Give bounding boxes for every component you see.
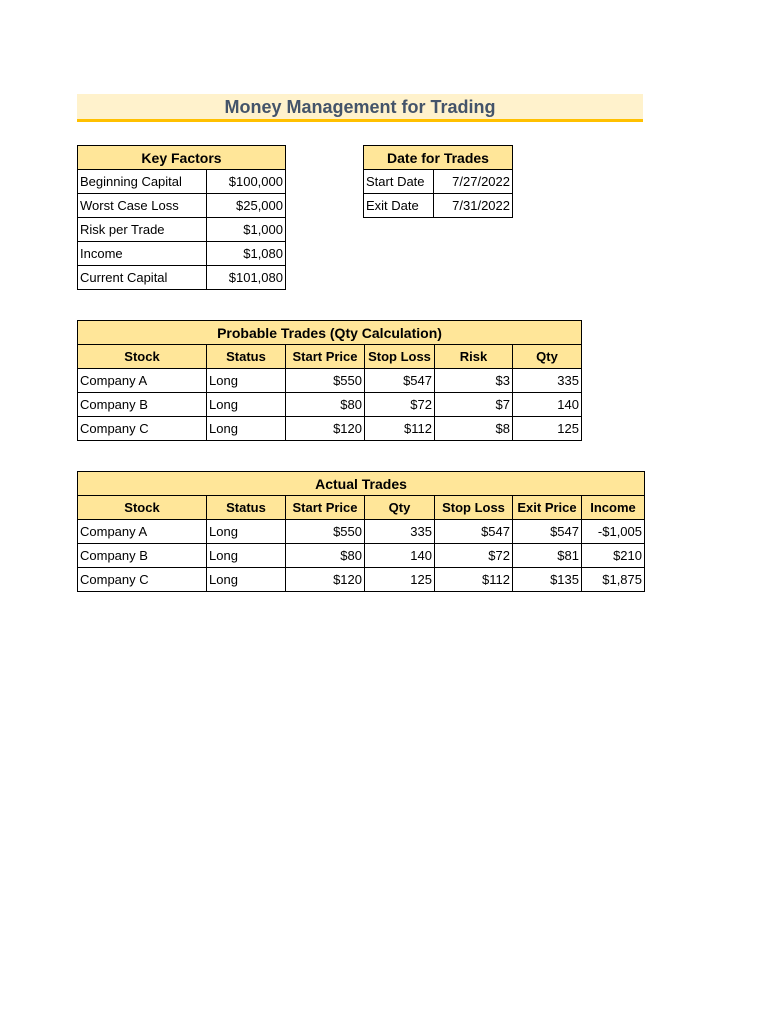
- income-cell[interactable]: $210: [582, 544, 645, 568]
- column-header-row: [78, 345, 582, 369]
- stop-loss-cell[interactable]: $547: [435, 520, 513, 544]
- status-cell[interactable]: Long: [207, 417, 286, 441]
- risk-cell[interactable]: $3: [435, 369, 513, 393]
- column-header[interactable]: Status: [207, 345, 286, 369]
- factor-value[interactable]: $1,000: [207, 218, 286, 242]
- income-cell[interactable]: -$1,005: [582, 520, 645, 544]
- stop-loss-cell[interactable]: $112: [435, 568, 513, 592]
- column-header[interactable]: Stock: [78, 345, 207, 369]
- factor-label[interactable]: Current Capital: [78, 266, 207, 290]
- stop-loss-cell[interactable]: $112: [365, 417, 435, 441]
- table-row: [78, 170, 286, 194]
- column-header[interactable]: Stop Loss: [435, 496, 513, 520]
- column-header[interactable]: Risk: [435, 345, 513, 369]
- table-row: [78, 417, 582, 441]
- qty-cell[interactable]: 125: [513, 417, 582, 441]
- stock-cell[interactable]: Company C: [78, 417, 207, 441]
- start-price-cell[interactable]: $80: [286, 393, 365, 417]
- column-header-row: [78, 496, 645, 520]
- table-row: [78, 242, 286, 266]
- risk-cell[interactable]: $7: [435, 393, 513, 417]
- income-cell[interactable]: $1,875: [582, 568, 645, 592]
- factor-label[interactable]: Worst Case Loss: [78, 194, 207, 218]
- exit-price-cell[interactable]: $81: [513, 544, 582, 568]
- start-price-cell[interactable]: $80: [286, 544, 365, 568]
- table-row: [78, 568, 645, 592]
- factor-value[interactable]: $1,080: [207, 242, 286, 266]
- column-header[interactable]: Stock: [78, 496, 207, 520]
- factor-value[interactable]: $25,000: [207, 194, 286, 218]
- factor-label[interactable]: Income: [78, 242, 207, 266]
- qty-cell[interactable]: 335: [513, 369, 582, 393]
- column-header[interactable]: Start Price: [286, 496, 365, 520]
- date-label[interactable]: Exit Date: [364, 194, 434, 218]
- page-title: Money Management for Trading: [224, 96, 496, 117]
- column-header[interactable]: Income: [582, 496, 645, 520]
- stop-loss-cell[interactable]: $72: [365, 393, 435, 417]
- stock-cell[interactable]: Company C: [78, 568, 207, 592]
- dates-table: [363, 145, 513, 218]
- date-value[interactable]: 7/31/2022: [434, 194, 513, 218]
- column-header[interactable]: Start Price: [286, 345, 365, 369]
- start-price-cell[interactable]: $550: [286, 520, 365, 544]
- date-value[interactable]: 7/27/2022: [434, 170, 513, 194]
- exit-price-cell[interactable]: $135: [513, 568, 582, 592]
- exit-price-cell[interactable]: $547: [513, 520, 582, 544]
- date-label[interactable]: Start Date: [364, 170, 434, 194]
- status-cell[interactable]: Long: [207, 568, 286, 592]
- qty-cell[interactable]: 125: [365, 568, 435, 592]
- status-cell[interactable]: Long: [207, 544, 286, 568]
- table-row: [78, 218, 286, 242]
- stop-loss-cell[interactable]: $547: [365, 369, 435, 393]
- risk-cell[interactable]: $8: [435, 417, 513, 441]
- status-cell[interactable]: Long: [207, 369, 286, 393]
- table-row: [78, 266, 286, 290]
- table-row: [364, 170, 513, 194]
- table-row: [78, 393, 582, 417]
- column-header[interactable]: Qty: [513, 345, 582, 369]
- stock-cell[interactable]: Company B: [78, 393, 207, 417]
- table-row: [78, 520, 645, 544]
- probable-trades-header: Probable Trades (Qty Calculation): [78, 321, 582, 345]
- actual-trades-table: [77, 471, 645, 592]
- probable-trades-table: [77, 320, 582, 441]
- table-row: [364, 194, 513, 218]
- status-cell[interactable]: Long: [207, 520, 286, 544]
- key-factors-table: [77, 145, 286, 290]
- table-row: [78, 369, 582, 393]
- qty-cell[interactable]: 140: [365, 544, 435, 568]
- qty-cell[interactable]: 140: [513, 393, 582, 417]
- table-row: [78, 194, 286, 218]
- column-header[interactable]: Exit Price: [513, 496, 582, 520]
- table-row: [78, 544, 645, 568]
- column-header[interactable]: Qty: [365, 496, 435, 520]
- stock-cell[interactable]: Company A: [78, 520, 207, 544]
- title-bar: [77, 94, 643, 122]
- dates-header: Date for Trades: [364, 146, 513, 170]
- start-price-cell[interactable]: $120: [286, 417, 365, 441]
- factor-label[interactable]: Beginning Capital: [78, 170, 207, 194]
- stop-loss-cell[interactable]: $72: [435, 544, 513, 568]
- stock-cell[interactable]: Company A: [78, 369, 207, 393]
- column-header[interactable]: Status: [207, 496, 286, 520]
- factor-value[interactable]: $101,080: [207, 266, 286, 290]
- start-price-cell[interactable]: $550: [286, 369, 365, 393]
- factor-label[interactable]: Risk per Trade: [78, 218, 207, 242]
- status-cell[interactable]: Long: [207, 393, 286, 417]
- qty-cell[interactable]: 335: [365, 520, 435, 544]
- factor-value[interactable]: $100,000: [207, 170, 286, 194]
- key-factors-header: Key Factors: [78, 146, 286, 170]
- stock-cell[interactable]: Company B: [78, 544, 207, 568]
- column-header[interactable]: Stop Loss: [365, 345, 435, 369]
- start-price-cell[interactable]: $120: [286, 568, 365, 592]
- actual-trades-header: Actual Trades: [78, 472, 645, 496]
